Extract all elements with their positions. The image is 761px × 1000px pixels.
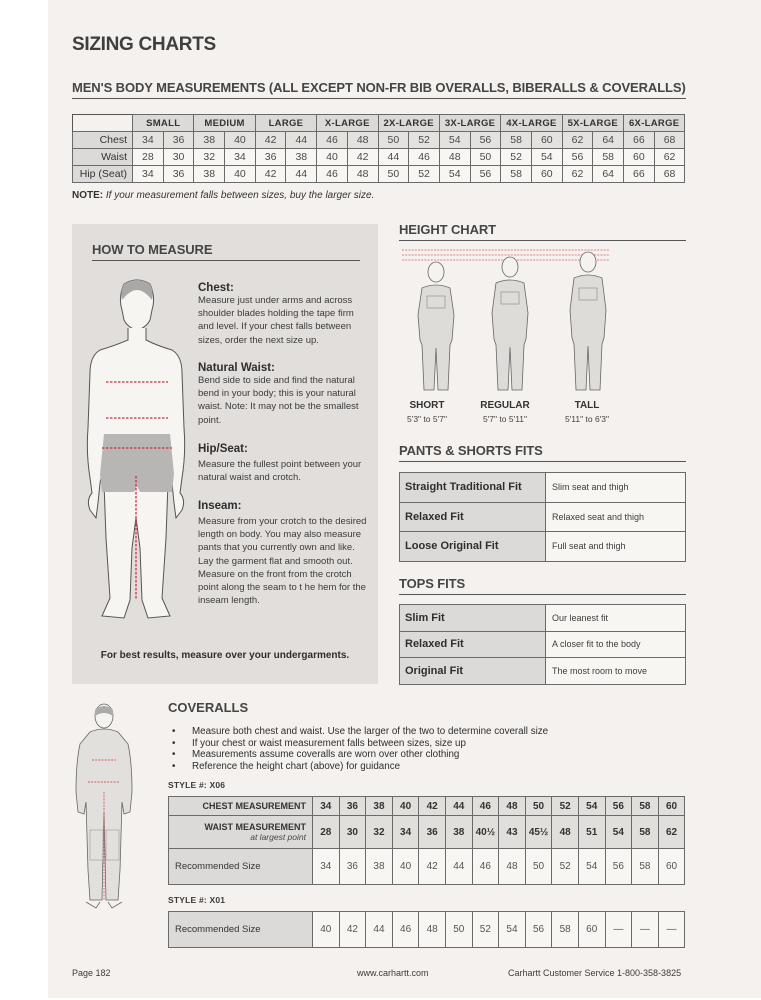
measurement-value: 44 (378, 149, 409, 166)
hip-seat-text: Measure the fullest point between your natural waist and crotch. (198, 459, 362, 484)
measurement-value: 46 (409, 149, 440, 166)
size-header-row (73, 115, 685, 132)
tall-figure (570, 252, 606, 390)
measurement-value: 40 (225, 166, 256, 183)
guideline-item: • Measurements assume coveralls are worn over other clothing (172, 749, 548, 761)
waist-measurement-value: 43 (499, 816, 526, 849)
waist-label-text: WAIST MEASUREMENT (204, 822, 306, 832)
measurement-value: 52 (501, 149, 532, 166)
chest-measurement-value: 56 (605, 797, 632, 816)
recommended-size-value: — (632, 912, 659, 948)
recommended-size-value: 58 (552, 912, 579, 948)
recommended-size-value: 34 (313, 849, 340, 885)
measurement-value: 48 (347, 132, 378, 149)
measurement-value: 46 (317, 132, 348, 149)
recommended-size-value: 44 (366, 912, 393, 948)
measurement-value: 44 (286, 132, 317, 149)
measurement-value: 62 (654, 149, 685, 166)
recommended-size-value: 60 (578, 912, 605, 948)
measurement-value: 36 (163, 132, 194, 149)
hip-seat-title: Hip/Seat: (198, 443, 248, 455)
height-tall-range: 5'11" to 6'3" (564, 414, 610, 424)
measurement-value: 52 (409, 166, 440, 183)
measure-chest (198, 282, 368, 347)
measurement-value: 46 (317, 166, 348, 183)
style-x06-label: STYLE #: X06 (168, 780, 226, 790)
waist-measurement-value: 32 (366, 816, 393, 849)
measurement-value: 32 (194, 149, 225, 166)
measurement-value: 28 (133, 149, 164, 166)
recommended-size-value: — (658, 912, 685, 948)
guideline-item: • Measure both chest and waist. Use the larger of the two to determine coverall size (172, 726, 548, 738)
guideline-item: • Reference the height chart (above) for guidance (172, 761, 548, 773)
short-figure (418, 262, 454, 390)
measure-hip-seat (198, 443, 368, 484)
fit-row (400, 605, 686, 632)
waist-measurement-value: 45½ (525, 816, 552, 849)
measurement-value: 48 (439, 149, 470, 166)
measurement-value: 52 (409, 132, 440, 149)
fit-description: Our leanest fit (546, 605, 686, 632)
recommended-size-value: 44 (445, 849, 472, 885)
measurement-value: 54 (531, 149, 562, 166)
measurement-value: 68 (654, 132, 685, 149)
recommended-size-value: 58 (632, 849, 659, 885)
recommended-size-value: 50 (445, 912, 472, 948)
waist-measurement-value: 30 (339, 816, 366, 849)
chest-measurement-value: 40 (392, 797, 419, 816)
fit-name: Relaxed Fit (400, 631, 546, 658)
recommended-size-value: 50 (525, 849, 552, 885)
measurement-value: 48 (347, 166, 378, 183)
height-tall-label: TALL (574, 400, 600, 411)
recommended-size-value: 38 (366, 849, 393, 885)
coveralls-x06-table (168, 796, 685, 885)
recommended-size-value: 46 (392, 912, 419, 948)
chest-title: Chest: (198, 282, 234, 294)
measurement-value: 38 (194, 132, 225, 149)
height-regular-range: 5'7" to 5'11" (482, 414, 528, 424)
recommended-size-value: 42 (419, 849, 446, 885)
page-number: Page 182 (72, 968, 111, 978)
measurement-value: 30 (163, 149, 194, 166)
measurement-value: 66 (624, 166, 655, 183)
coveralls-heading: COVERALLS (168, 700, 249, 715)
pants-fits-table (399, 472, 686, 562)
height-short-label: SHORT (409, 400, 445, 411)
tops-fits-heading: TOPS FITS (399, 576, 686, 595)
recommended-size-value: 54 (499, 912, 526, 948)
fit-row (400, 631, 686, 658)
fit-name: Straight Traditional Fit (400, 473, 546, 503)
recommended-size-value: 40 (313, 912, 340, 948)
measurement-value: 36 (255, 149, 286, 166)
size-header: X-LARGE (317, 115, 378, 132)
chest-measurement-value: 54 (578, 797, 605, 816)
waist-measurement-label (169, 816, 313, 849)
chest-measurement-value: 44 (445, 797, 472, 816)
measurement-value: 44 (286, 166, 317, 183)
size-header: LARGE (255, 115, 316, 132)
recommended-size-label: Recommended Size (169, 912, 313, 948)
measurement-value: 54 (439, 132, 470, 149)
fit-row (400, 658, 686, 685)
style-x01-label: STYLE #: X01 (168, 895, 226, 905)
measure-inseam (198, 500, 368, 607)
natural-waist-title: Natural Waist: (198, 362, 275, 374)
height-chart-heading: HEIGHT CHART (399, 222, 686, 241)
measurement-value: 66 (624, 132, 655, 149)
waist-measurement-value: 51 (578, 816, 605, 849)
measurement-value: 34 (225, 149, 256, 166)
height-chart-illustration (400, 245, 615, 395)
recommended-size-value: 54 (578, 849, 605, 885)
recommended-size-value: 48 (419, 912, 446, 948)
size-header: MEDIUM (194, 115, 255, 132)
mens-measurements-heading: MEN'S BODY MEASUREMENTS (ALL EXCEPT NON-FR BIB OVERALLS, BIBERALLS & COVERALLS) (72, 80, 686, 99)
chest-measurement-value: 38 (366, 797, 393, 816)
measurement-value: 58 (501, 166, 532, 183)
mens-measurements-table (72, 114, 685, 183)
measurement-value: 56 (470, 166, 501, 183)
chest-measurement-value: 48 (499, 797, 526, 816)
chest-measurement-row (169, 797, 685, 816)
waist-measurement-value: 62 (658, 816, 685, 849)
inseam-title: Inseam: (198, 500, 242, 512)
waist-label-sub: at largest point (250, 832, 306, 842)
measurement-value: 34 (133, 132, 164, 149)
fit-row (400, 473, 686, 503)
measurement-value: 36 (163, 166, 194, 183)
fit-description: Slim seat and thigh (546, 473, 686, 503)
measurement-value: 50 (378, 166, 409, 183)
measurement-value: 64 (593, 166, 624, 183)
measure-natural-waist (198, 362, 368, 427)
measurement-value: 34 (133, 166, 164, 183)
fit-name: Relaxed Fit (400, 502, 546, 532)
size-header: 4X-LARGE (501, 115, 562, 132)
measurement-value: 38 (194, 166, 225, 183)
recommended-size-row (169, 849, 685, 885)
coveralls-guidelines (172, 726, 548, 772)
measurement-value: 60 (531, 132, 562, 149)
recommended-size-value: 52 (552, 849, 579, 885)
inseam-text: Measure from your crotch to the desired length on body. You may also measure pants that you currently own and like. Lay the garment flat and smooth out. Measure on the front from the crotch point along the seam to t he hem for the inseam length. (198, 516, 367, 607)
height-short-range: 5'3" to 5'7" (406, 414, 447, 424)
body-figure-illustration (84, 278, 190, 630)
recommended-size-value: — (605, 912, 632, 948)
size-header: 2X-LARGE (378, 115, 439, 132)
measurement-value: 42 (255, 132, 286, 149)
pants-fits-heading: PANTS & SHORTS FITS (399, 443, 686, 462)
height-regular-label: REGULAR (480, 400, 530, 411)
waist-measurement-value: 48 (552, 816, 579, 849)
chest-measurement-value: 36 (339, 797, 366, 816)
size-header: 6X-LARGE (624, 115, 685, 132)
size-header: SMALL (133, 115, 194, 132)
waist-measurement-value: 54 (605, 816, 632, 849)
measurement-row (73, 166, 685, 183)
recommended-size-value: 36 (339, 849, 366, 885)
measurement-value: 68 (654, 166, 685, 183)
waist-measurement-value: 28 (313, 816, 340, 849)
measurement-value: 40 (225, 132, 256, 149)
fit-row (400, 502, 686, 532)
waist-measurement-value: 36 (419, 816, 446, 849)
size-header: 3X-LARGE (439, 115, 500, 132)
measurement-value: 38 (286, 149, 317, 166)
tops-fits-table (399, 604, 686, 685)
chest-text: Measure just under arms and across shoulder blades holding the tape firm and level. If your chest falls between sizes, order the next size up. (198, 295, 354, 346)
chest-measurement-value: 42 (419, 797, 446, 816)
recommended-size-value: 60 (658, 849, 685, 885)
fit-description: A closer fit to the body (546, 631, 686, 658)
website-link[interactable]: www.carhartt.com (357, 968, 429, 978)
measurement-value: 64 (593, 132, 624, 149)
fit-description: Relaxed seat and thigh (546, 502, 686, 532)
waist-measurement-value: 58 (632, 816, 659, 849)
recommended-size-value: 52 (472, 912, 499, 948)
how-to-measure-heading: HOW TO MEASURE (92, 242, 360, 261)
coverall-figure-illustration (72, 702, 136, 910)
measurement-value: 58 (501, 132, 532, 149)
measurement-row (73, 132, 685, 149)
measurement-label: Waist (73, 149, 133, 166)
best-results-note: For best results, measure over your undergarments. (100, 650, 350, 661)
fit-name: Original Fit (400, 658, 546, 685)
measurement-label: Hip (Seat) (73, 166, 133, 183)
recommended-size-value: 56 (605, 849, 632, 885)
recommended-size-value: 42 (339, 912, 366, 948)
chest-measurement-value: 34 (313, 797, 340, 816)
measurement-value: 58 (593, 149, 624, 166)
measurement-value: 42 (347, 149, 378, 166)
waist-measurement-value: 34 (392, 816, 419, 849)
chest-measurement-value: 50 (525, 797, 552, 816)
recommended-size-value: 56 (525, 912, 552, 948)
fit-description: Full seat and thigh (546, 532, 686, 562)
recommended-size-value: 46 (472, 849, 499, 885)
size-header: 5X-LARGE (562, 115, 623, 132)
regular-figure (492, 257, 528, 390)
waist-measurement-value: 38 (445, 816, 472, 849)
chest-measurement-value: 60 (658, 797, 685, 816)
chest-measurement-value: 58 (632, 797, 659, 816)
measurement-value: 50 (378, 132, 409, 149)
page-title: SIZING CHARTS (72, 34, 216, 55)
fit-name: Slim Fit (400, 605, 546, 632)
measurement-value: 40 (317, 149, 348, 166)
measurement-value: 56 (562, 149, 593, 166)
chest-measurement-value: 52 (552, 797, 579, 816)
note-text: If your measurement falls between sizes, buy the larger size. (103, 190, 375, 201)
fit-row (400, 532, 686, 562)
measurement-value: 54 (439, 166, 470, 183)
recommended-size-label: Recommended Size (169, 849, 313, 885)
fit-description: The most room to move (546, 658, 686, 685)
measurement-value: 42 (255, 166, 286, 183)
coveralls-x01-table (168, 911, 685, 948)
size-note (72, 190, 374, 201)
measurement-value: 50 (470, 149, 501, 166)
measurement-row (73, 149, 685, 166)
measurement-value: 62 (562, 166, 593, 183)
customer-service: Carhartt Customer Service 1-800-358-3825 (508, 968, 682, 978)
measurement-label: Chest (73, 132, 133, 149)
measurement-value: 60 (531, 166, 562, 183)
recommended-size-value: 48 (499, 849, 526, 885)
measurement-value: 56 (470, 132, 501, 149)
waist-measurement-row (169, 816, 685, 849)
fit-name: Loose Original Fit (400, 532, 546, 562)
measurement-value: 62 (562, 132, 593, 149)
measurement-value: 60 (624, 149, 655, 166)
note-label: NOTE: (72, 190, 104, 201)
guideline-item: • If your chest or waist measurement falls between sizes, size up (172, 738, 548, 750)
waist-measurement-value: 40½ (472, 816, 499, 849)
recommended-size-row (169, 912, 685, 948)
recommended-size-value: 40 (392, 849, 419, 885)
blank-header-cell (73, 115, 133, 132)
chest-measurement-value: 46 (472, 797, 499, 816)
chest-measurement-label: CHEST MEASUREMENT (169, 797, 313, 816)
natural-waist-text: Bend side to side and find the natural bend in your body; this is your natural waist. Note: It may not be the smallest point. (198, 375, 359, 426)
